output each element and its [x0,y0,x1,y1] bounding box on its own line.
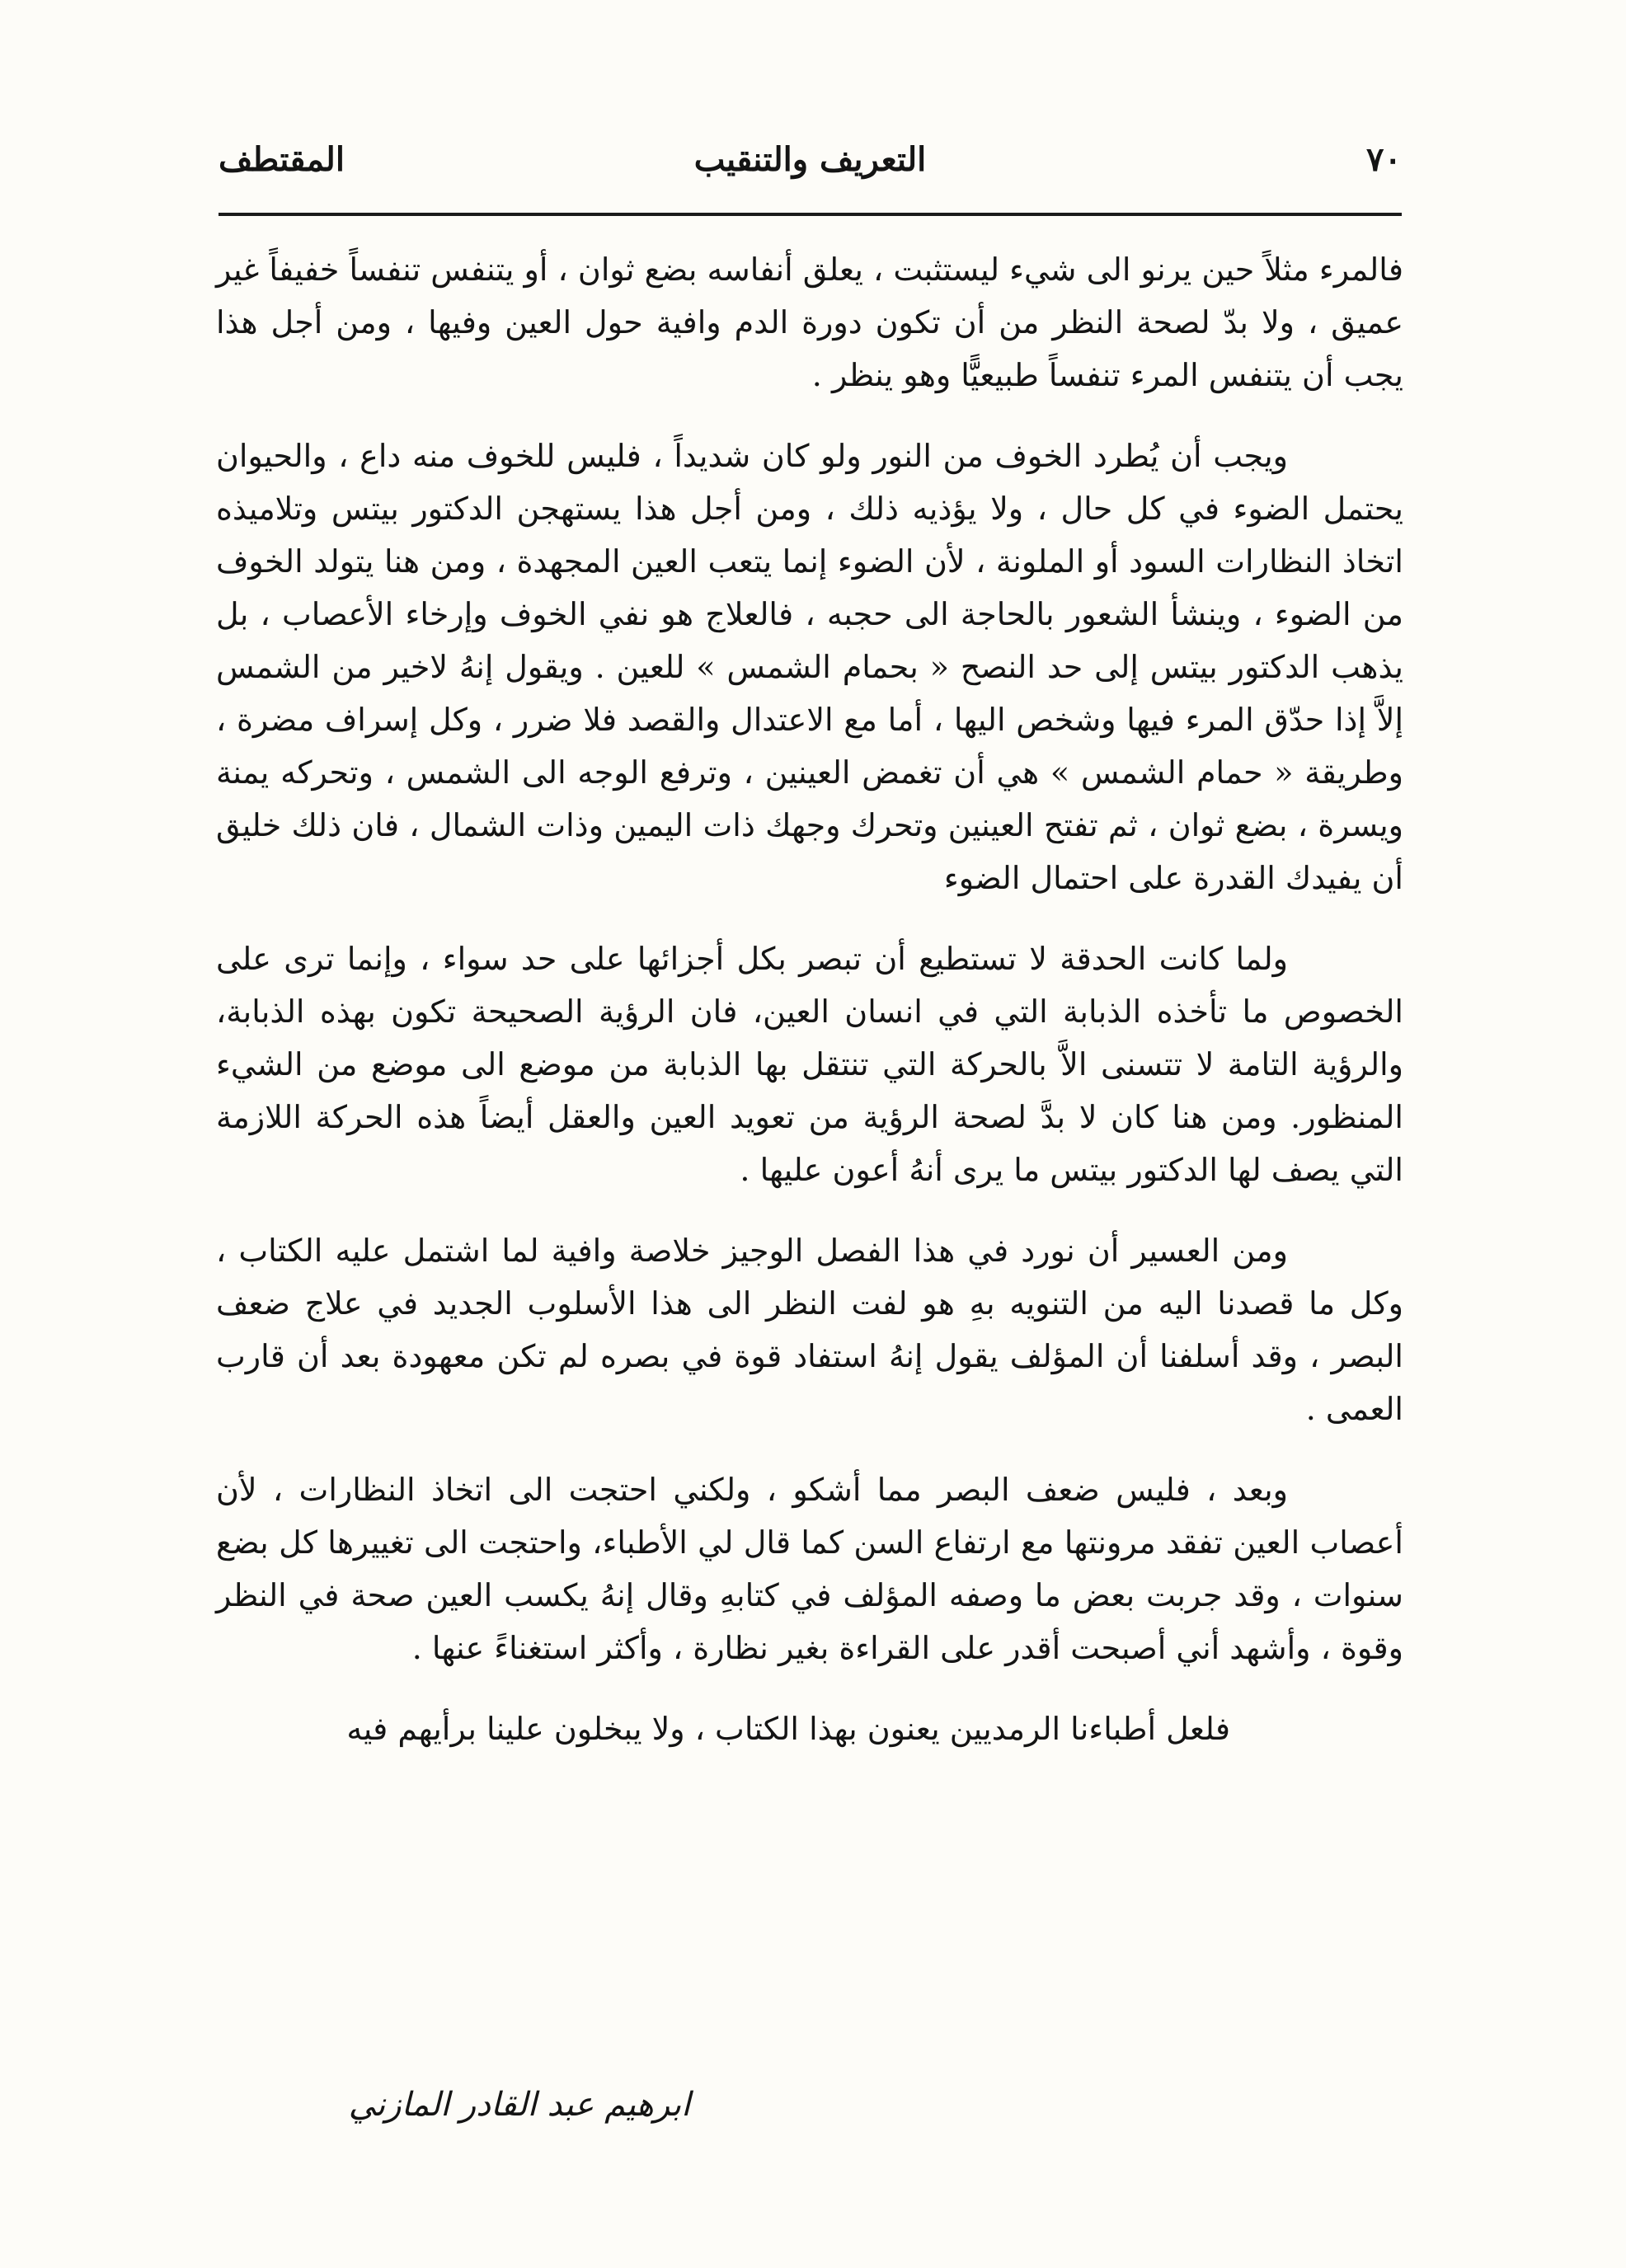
author-signature: ابرهيم عبد القادر المازني [348,2086,691,2124]
page-header [219,124,1402,190]
closing-line: فلعل أطباءنا الرمديين يعنون بهذا الكتاب ، ولا يبخلون علينا برأيهم فيه [346,1711,1230,1747]
paragraph-5: وبعد ، فليس ضعف البصر مما أشكو ، ولكني احتجت الى اتخاذ النظارات ، لأن أعصاب العين تفقد مرونتها مع ارتفاع السن كما قال لي الأطباء، واحتجت الى تغييرها كل بضع سنوات ، وقد جربت بعض ما وصفه المؤلف في كتابهِ وقال إنهُ يكسب العين صحة في النظر وقوة ، وأشهد أني أصبحت أقدر على القراءة بغير نظارة ، وأكثر استغناءً عنها . [216,1472,1403,1666]
running-title: التعريف والتنقيب [693,140,927,179]
paragraph-1: فالمرء مثلاً حين يرنو الى شيء ليستثبت ، يعلق أنفاسه بضع ثوان ، أو يتنفس تنفساً خفيفاً غير عميق ، ولا بدّ لصحة النظر من أن تكون دورة الدم وافية حول العين وفيها ، ومن أجل هذا يجب أن يتنفس المرء تنفساً طبيعيًّا وهو ينظر . [216,251,1403,393]
page-number: ٧٠ [1366,140,1402,179]
paragraph-4: ومن العسير أن نورد في هذا الفصل الوجيز خلاصة وافية لما اشتمل عليه الكتاب ، وكل ما قصدنا اليه من التنويه بهِ هو لفت النظر الى هذا الأسلوب الجديد في علاج ضعف البصر ، وقد أسلفنا أن المؤلف يقول إنهُ استفاد قوة في بصره لم تكن معهودة بعد أن قارب العمى . [216,1233,1403,1427]
header-rule [219,213,1402,216]
paragraph-3: ولما كانت الحدقة لا تستطيع أن تبصر بكل أجزائها على حد سواء ، وإنما ترى على الخصوص ما تأخذه الذبابة التي في انسان العين، فان الرؤية الصحيحة تكون بهذه الذبابة، والرؤية التامة لا تتسنى الاَّ بالحركة التي تنتقل بها الذبابة من موضع الى موضع من الشيء المنظور. ومن هنا كان لا بدَّ لصحة الرؤية من تعويد العين والعقل أيضاً هذه الحركة اللازمة التي يصف لها الدكتور بيتس ما يرى أنهُ أعون عليها . [216,941,1403,1188]
paragraph-2: ويجب أن يُطرد الخوف من النور ولو كان شديداً ، فليس للخوف منه داع ، والحيوان يحتمل الضوء في كل حال ، ولا يؤذيه ذلك ، ومن أجل هذا يستهجن الدكتور بيتس وتلاميذه اتخاذ النظارات السود أو الملونة ، لأن الضوء إنما يتعب العين المجهدة ، ومن هنا يتولد الخوف من الضوء ، وينشأ الشعور بالحاجة الى حجبه ، فالعلاج هو نفي الخوف وإرخاء الأعصاب ، بل يذهب الدكتور بيتس إلى حد النصح « بحمام الشمس » للعين . ويقول إنهُ لاخير من الشمس إلاَّ إذا حدّق المرء فيها وشخص اليها ، أما مع الاعتدال والقصد فلا ضرر ، وكل إسراف مضرة ، وطريقة « حمام الشمس » هي أن تغمض العينين ، وترفع الوجه الى الشمس ، وتحركه يمنة ويسرة ، بضع ثوان ، ثم تفتح العينين وتحرك وجهك ذات اليمين وذات الشمال ، فان ذلك خليق أن يفيدك القدرة على احتمال الضوء [216,438,1403,896]
journal-title: المقتطف [219,140,345,179]
article-body [216,243,1403,1783]
